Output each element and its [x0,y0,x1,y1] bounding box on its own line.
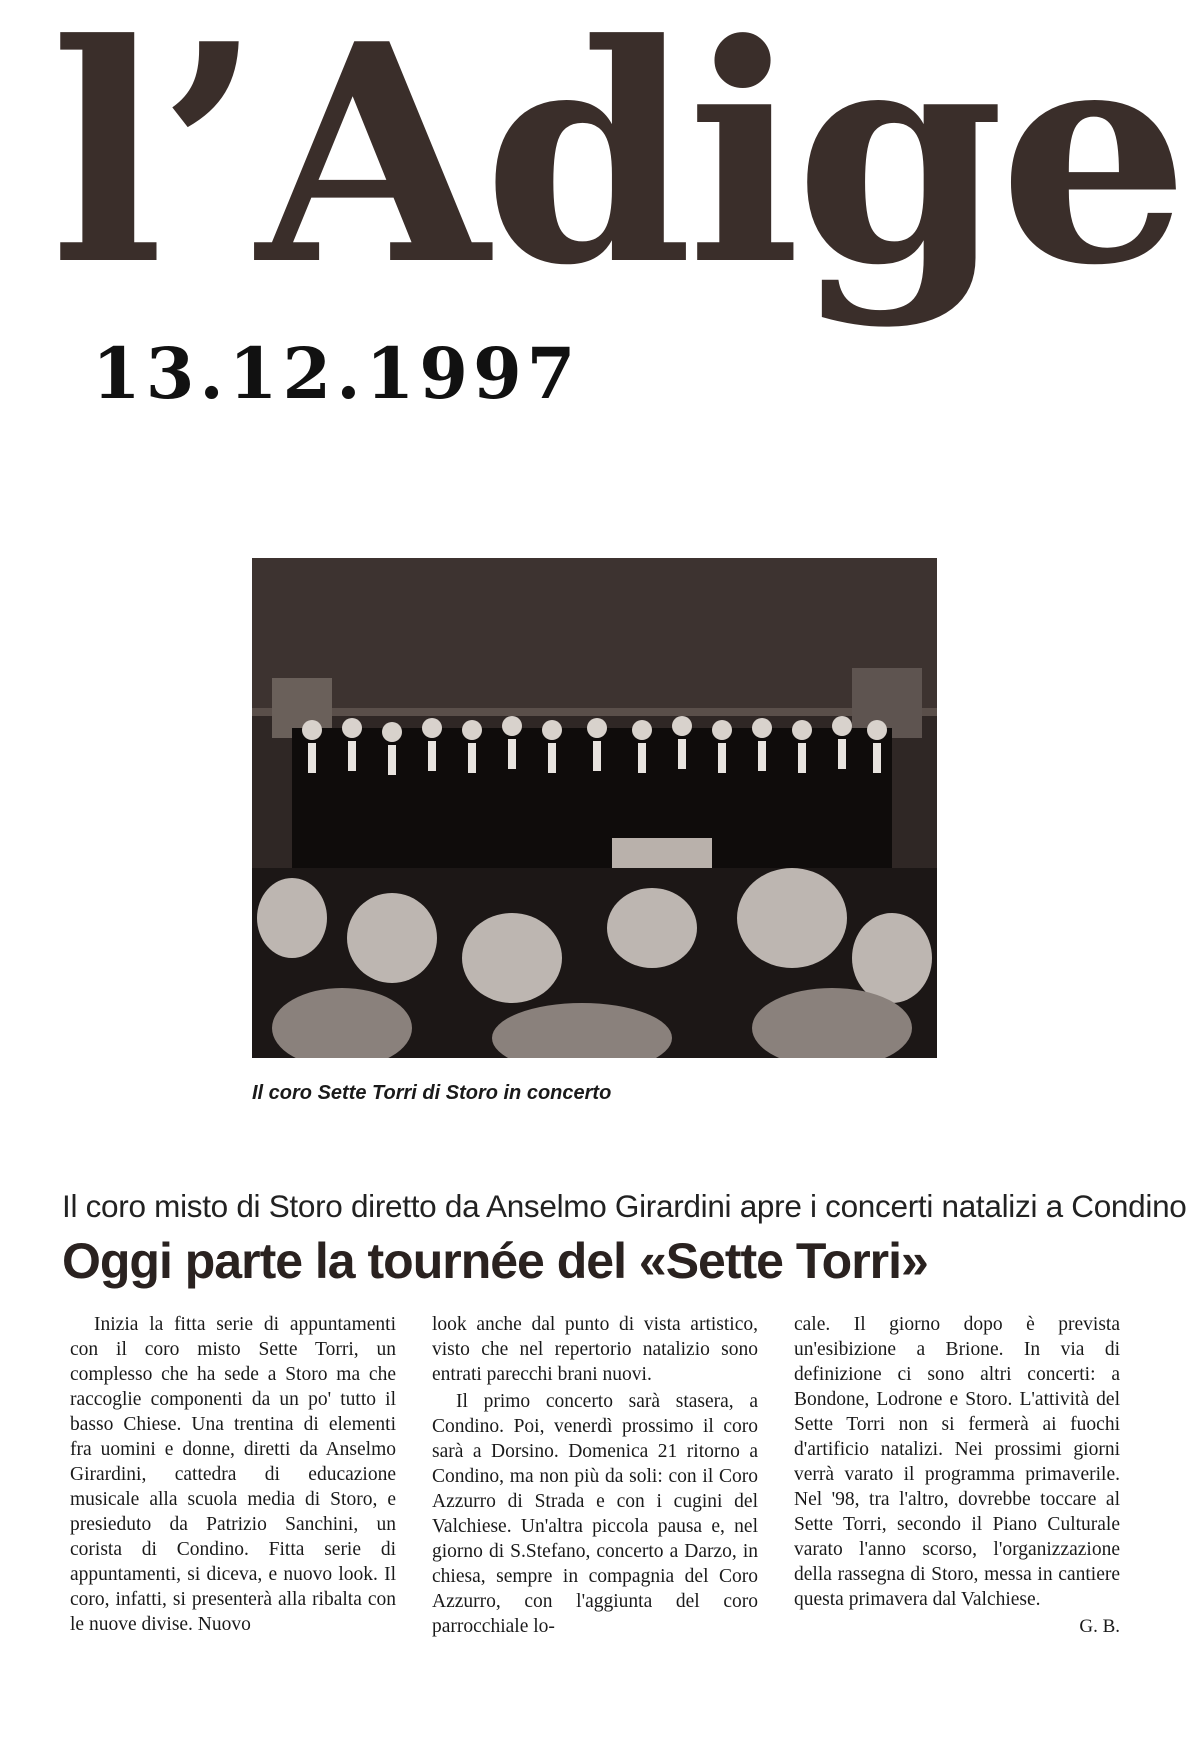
choir-photo [252,558,937,1058]
article-headline: Oggi parte la tournée del «Sette Torri» [62,1233,928,1289]
paragraph: Il primo concerto sarà stasera, a Condino. Poi, venerdì prossimo il coro sarà a Dorsino. Domenica 21 ritorno a Condino, ma non più da soli: con il Coro Azzurro di Strada e con i cugini del Valchiese. Un'altra piccola pausa e, nel giorno di S.Stefano, concerto a Darzo, in chiesa, sempre in compagnia del Coro Azzurro, con l'aggiunta del coro parrocchiale lo- [432,1391,758,1637]
paragraph: look anche dal punto di vista artistico, visto che nel repertorio natalizio sono entrati parecchi brani nuovi. [432,1314,758,1385]
photo-caption: Il coro Sette Torri di Storo in concerto [252,1082,612,1104]
publication-date: 13.12.1997 [92,332,581,415]
article-body [70,1312,1120,1742]
paragraph: cale. Il giorno dopo è prevista un'esibizione a Brione. In via di definizione ci sono altri concerti: a Bondone, Lodrone e Storo. L'attività del Sette Torri non si fermerà ai fuochi d'artificio natalizi. Nei prossimi giorni verrà varato il programma primaverile. Nel '98, tra l'altro, dovrebbe toccare al Sette Torri, secondo il Piano Culturale varato l'anno scorso, l'organizzazione della rassegna di Storo, messa in cantiere questa primavera dal Valchiese. [794,1314,1120,1610]
article-column-1 [70,1312,396,1742]
article-column-2 [432,1312,758,1742]
newspaper-masthead: l’Adige [50,0,1184,331]
byline: G. B. [1079,1616,1120,1637]
choir-photo-illustration [252,558,937,1058]
paragraph: Inizia la fitta serie di appuntamenti con il coro misto Sette Torri, un complesso che ha sede a Storo ma che raccoglie componenti da un po' tutto il basso Chiese. Una trentina di elementi fra uomini e donne, diretti da Anselmo Girardini, cattedra di educazione musicale alla scuola media di Storo, e presieduto da Patrizio Sanchini, un corista di Condino. Fitta serie di appuntamenti, si diceva, e nuovo look. Il coro, infatti, si presenterà alla ribalta con le nuove divise. Nuovo [70,1314,396,1635]
article-column-3 [794,1312,1120,1742]
article-kicker: Il coro misto di Storo diretto da Anselmo Girardini apre i concerti natalizi a Condino [62,1188,1187,1224]
